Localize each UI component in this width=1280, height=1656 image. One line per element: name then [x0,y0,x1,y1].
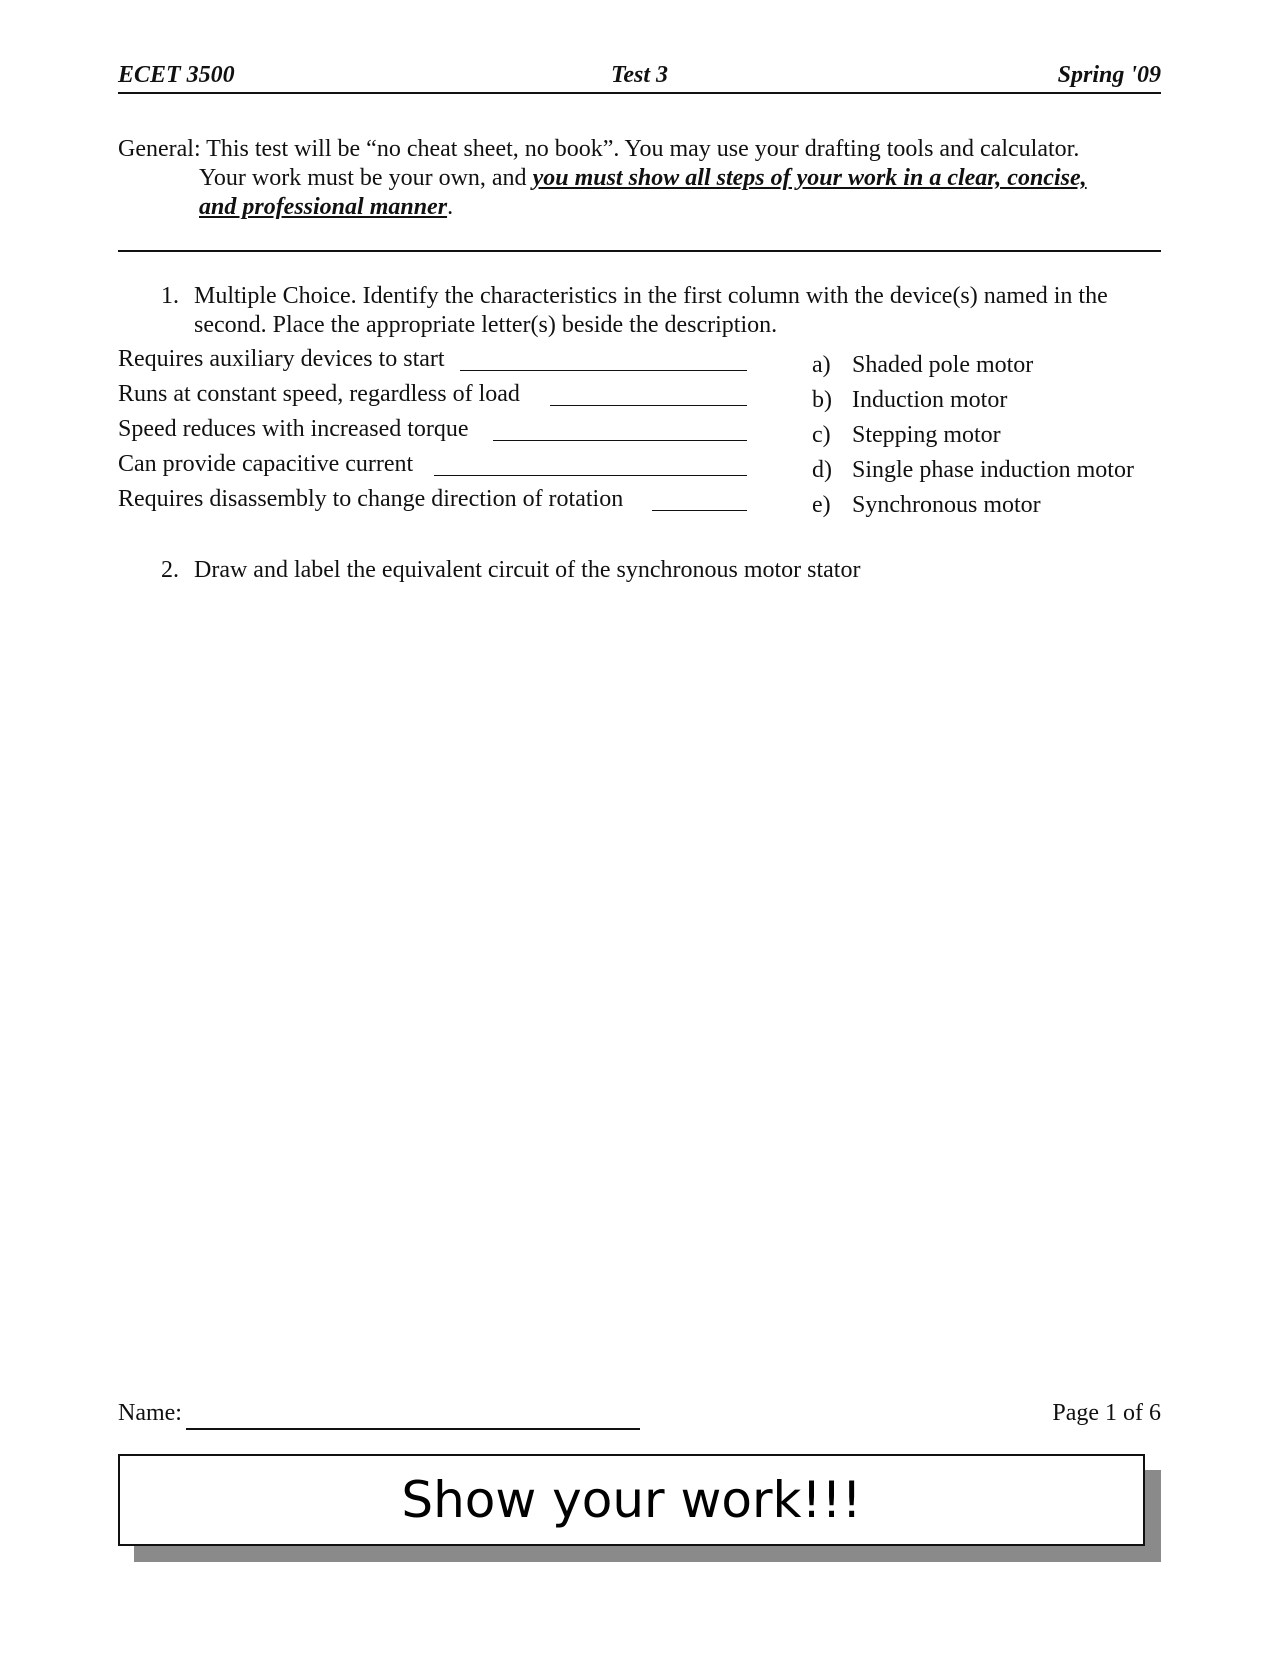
question-2-text: Draw and label the equivalent circuit of the synchronous motor stator [194,557,861,583]
question-1 [161,282,1161,340]
general-line-2-text: Your work must be your own, and [199,165,533,191]
question-2 [161,556,1161,585]
device-name: Single phase induction motor [852,457,1134,483]
characteristic-row [118,486,623,521]
device-letter: a) [812,352,831,378]
name-blank[interactable] [186,1428,640,1430]
general-line-2 [118,164,1168,193]
test-title: Test 3 [610,62,669,88]
question-2-number: 2. [161,557,179,583]
characteristic-text: Requires disassembly to change direction of rotation [118,486,624,512]
characteristic-text: Can provide capacitive current [118,451,414,477]
device-name: Shaded pole motor [852,352,1034,378]
device-name: Stepping motor [852,422,1001,448]
device-letter: b) [812,387,832,413]
characteristic-row [118,346,623,381]
characteristic-text: Runs at constant speed, regardless of load [118,381,520,407]
banner-text: Show your work!!! [401,1471,862,1529]
question-1-text: Multiple Choice. Identify the characteristics in the first column with the device(s) named in the second. Place the appropriate letter(s) beside the description. [194,283,1108,338]
question-1-number: 1. [161,283,179,309]
general-line-3 [118,193,1168,222]
general-instructions [118,135,1168,222]
name-label: Name: [118,1400,182,1426]
term-label: Spring '09 [1057,62,1161,88]
device-letter: d) [812,457,832,483]
characteristic-row [118,416,623,451]
answer-blank[interactable] [652,510,747,511]
answer-blank[interactable] [550,405,747,406]
device-name: Induction motor [852,387,1008,413]
characteristic-text: Speed reduces with increased torque [118,416,469,442]
section-divider [118,250,1161,252]
characteristic-row [118,381,623,416]
device-letter: e) [812,492,831,518]
characteristics-list [118,346,623,521]
device-name: Synchronous motor [852,492,1041,518]
page-number: Page 1 of 6 [1052,1400,1161,1426]
page-header [118,58,1161,94]
course-code: ECET 3500 [118,62,235,88]
general-line-3-tail: . [447,194,454,220]
show-work-banner [118,1454,1145,1546]
characteristic-text: Requires auxiliary devices to start [118,346,445,372]
answer-blank[interactable] [460,370,747,371]
general-line-3-emphasis: and professional manner [199,194,448,220]
characteristic-row [118,451,623,486]
general-line-2-emphasis: you must show all steps of your work in a clear, concise, [532,165,1087,191]
answer-blank[interactable] [493,440,747,441]
general-line-1: General: This test will be “no cheat sheet, no book”. You may use your drafting tools and calculator. [118,136,1080,162]
device-letter: c) [812,422,831,448]
answer-blank[interactable] [434,475,747,476]
